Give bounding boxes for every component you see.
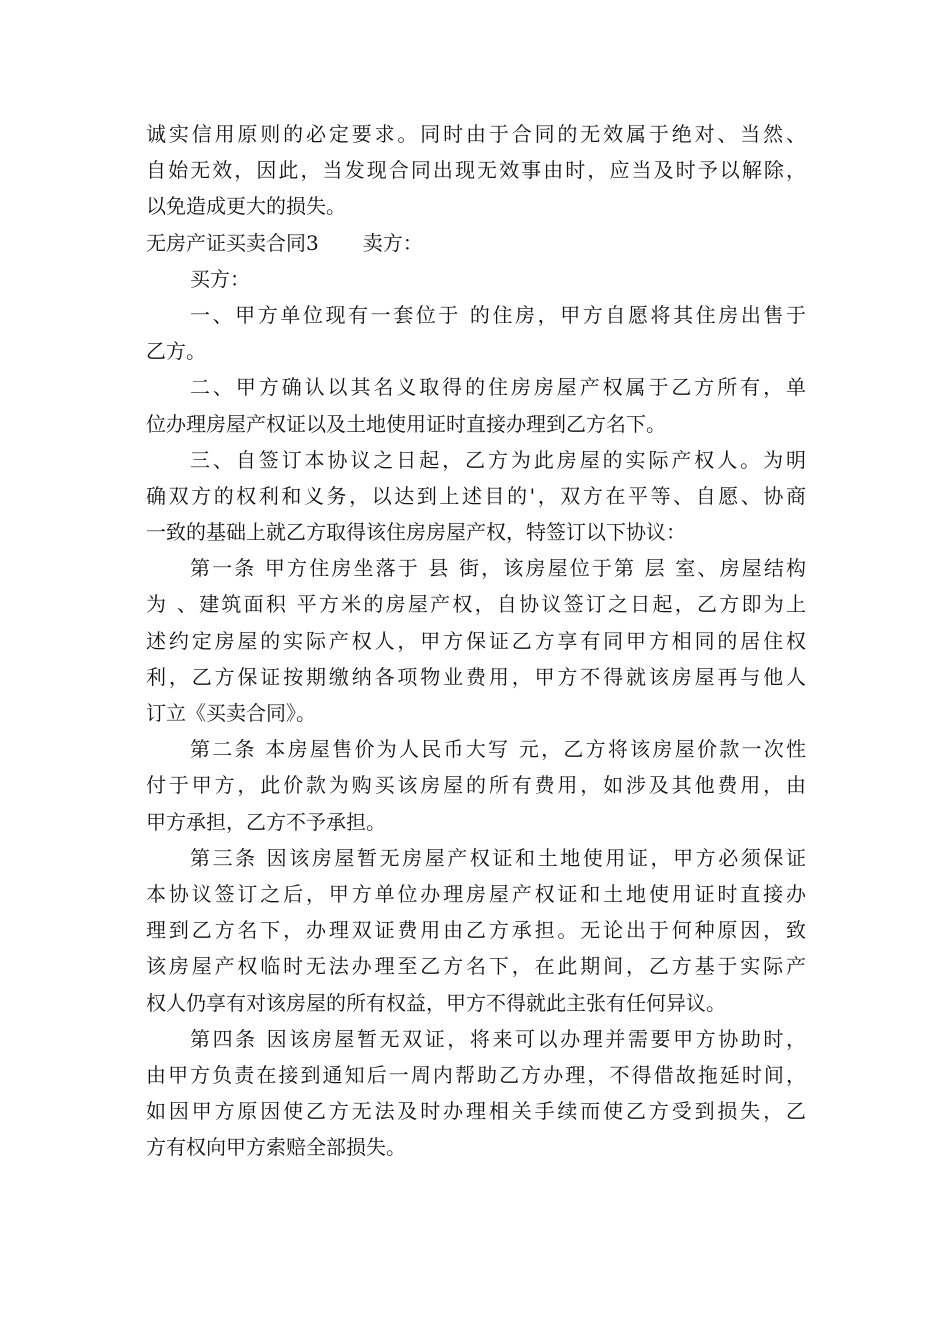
clause-1	[146, 297, 806, 369]
article-3	[146, 840, 806, 1021]
clause-2	[146, 369, 806, 441]
text-line: 确双方的权利和义务，以达到上述目的'，双方在平等、自愿、协商	[146, 483, 806, 508]
text-line: 本协议签订之后，甲方单位办理房屋产权证和土地使用证时直接办	[146, 881, 806, 906]
text-line: 一、甲方单位现有一套位于 的住房，甲方自愿将其住房出售于	[190, 302, 806, 327]
text-line: 订立《买卖合同》。	[146, 701, 316, 725]
text-line: 第一条 甲方住房坐落于 县 街，该房屋位于第 层 室、房屋结构	[190, 556, 806, 581]
text-line: 位办理房屋产权证以及土地使用证时直接办理到乙方名下。	[146, 411, 666, 436]
text-line: 以免造成更大的损失。	[146, 194, 346, 219]
contract-title: 无房产证买卖合同3	[146, 230, 319, 255]
text-line: 如因甲方原因使乙方无法及时办理相关手续而使乙方受到损失，乙	[146, 1099, 806, 1124]
text-line: 乙方。	[146, 339, 206, 364]
text-line: 权人仍享有对该房屋的所有权益，甲方不得就此主张有任何异议。	[146, 990, 726, 1015]
text-line: 述约定房屋的实际产权人，甲方保证乙方享有同甲方相同的居住权	[146, 628, 806, 653]
text-line: 第三条 因该房屋暂无房屋产权证和土地使用证，甲方必须保证	[190, 845, 806, 870]
text-line: 三、自签订本协议之日起，乙方为此房屋的实际产权人。为明	[190, 447, 806, 472]
article-4	[146, 1021, 806, 1166]
buyer-label: 买方：	[190, 266, 250, 291]
text-line: 一致的基础上就乙方取得该住房房屋产权，特签订以下协议：	[146, 520, 686, 545]
seller-label: 卖方：	[362, 230, 423, 255]
text-line: 由甲方负责在接到通知后一周内帮助乙方办理，不得借故拖延时间，	[146, 1062, 806, 1087]
text-line: 为 、建筑面积 平方米的房屋产权，自协议签订之日起，乙方即为上	[146, 592, 806, 617]
clause-3	[146, 442, 806, 551]
contract-heading	[146, 225, 806, 261]
text-line: 该房屋产权临时无法办理至乙方名下，在此期间，乙方基于实际产	[146, 954, 806, 979]
document-page	[146, 116, 806, 1165]
text-line: 理到乙方名下，办理双证费用由乙方承担。无论出于何种原因，致	[146, 918, 806, 943]
text-line: 利，乙方保证按期缴纳各项物业费用，甲方不得就该房屋再与他人	[146, 664, 806, 689]
text-line: 方有权向甲方索赔全部损失。	[146, 1135, 406, 1160]
text-line: 付于甲方，此价款为购买该房屋的所有费用，如涉及其他费用，由	[146, 773, 806, 798]
text-line: 诚实信用原则的必定要求。同时由于合同的无效属于绝对、当然、	[146, 122, 806, 146]
article-2	[146, 731, 806, 840]
text-line: 二、甲方确认以其名义取得的住房房屋产权属于乙方所有，单	[190, 375, 806, 400]
text-line: 第二条 本房屋售价为人民币大写 元，乙方将该房屋价款一次性	[190, 737, 806, 762]
text-line: 甲方承担，乙方不予承担。	[146, 809, 386, 834]
text-line: 自始无效，因此，当发现合同出现无效事由时，应当及时予以解除，	[146, 158, 806, 183]
intro-paragraph	[146, 116, 806, 225]
article-1	[146, 550, 806, 731]
text-line: 第四条 因该房屋暂无双证，将来可以办理并需要甲方协助时，	[190, 1026, 806, 1051]
